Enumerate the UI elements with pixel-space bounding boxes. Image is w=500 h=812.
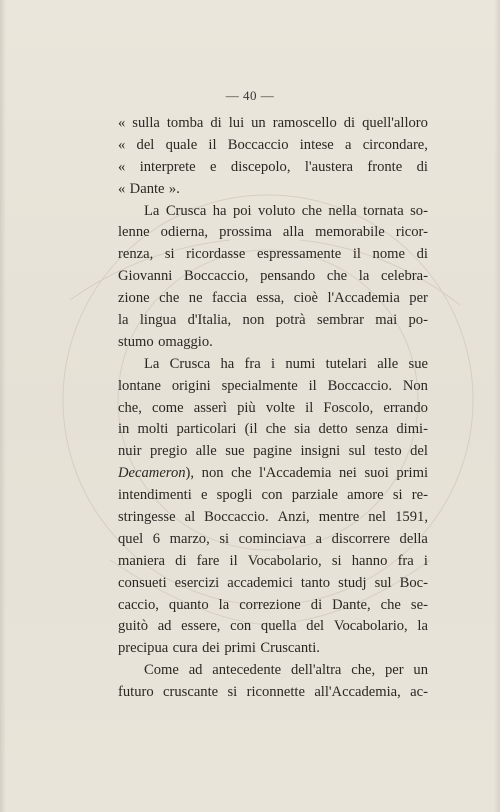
text-line: Giovanni Boccaccio, pensando che la celebra- (118, 268, 428, 285)
page-edge-right (494, 0, 500, 812)
text-line: renza, si ricordasse espressamente il nome di (118, 246, 428, 263)
text-line: zione che ne faccia essa, cioè l'Accademia per (118, 290, 428, 307)
text-line: lenne odierna, prossima alla memorabile ricor- (118, 224, 428, 241)
text-line: stringesse al Boccaccio. Anzi, mentre nel 1591, (118, 509, 428, 526)
text-line: intendimenti e spogli con parziale amore si re- (118, 487, 428, 504)
text-line: guitò ad essere, con quella del Vocabolario, la (118, 618, 428, 635)
text-line: precipua cura dei primi Cruscanti. (118, 640, 320, 657)
text-line: « del quale il Boccaccio intese a circondare, (118, 136, 428, 153)
text-line: maniera di fare il Vocabolario, si hanno fra i (118, 552, 428, 569)
text-line: Decameron), non che l'Accademia nei suoi primi (118, 465, 428, 482)
text-line: quel 6 marzo, si cominciava a discorrere della (118, 530, 428, 547)
text-line: stumo omaggio. (118, 333, 213, 350)
page-number: — 40 — (225, 88, 275, 103)
text-line: in molti particolari (il che sia detto senza dimi- (118, 421, 428, 438)
text-line: La Crusca ha poi voluto che nella tornata so- (144, 202, 428, 219)
text-line: La Crusca ha fra i numi tutelari alle sue (144, 355, 428, 372)
page-edge-left (0, 0, 6, 812)
text-line: la lingua d'Italia, non potrà sembrar mai po- (118, 312, 428, 329)
text-line: « sulla tomba di lui un ramoscello di quell'alloro (118, 115, 428, 131)
text-line: Come ad antecedente dell'altra che, per un (144, 662, 428, 679)
text-line: caccio, quanto la correzione di Dante, che se- (118, 596, 428, 613)
text-line: lontane origini specialmente il Boccaccio. Non (118, 377, 428, 394)
text-line: futuro cruscante si riconnette all'Accademia, ac- (118, 684, 428, 701)
text-line: « interprete e discepolo, l'austera fronte di (118, 158, 428, 175)
text-line: « Dante ». (118, 180, 180, 197)
text-line: nuir pregio alle sue pagine insigni sul testo del (118, 443, 428, 460)
body-text (118, 113, 428, 704)
text-line: consueti esercizi accademici tanto studj sul Boc- (118, 574, 428, 591)
text-line: che, come asserì più volte il Foscolo, errando (118, 399, 428, 416)
